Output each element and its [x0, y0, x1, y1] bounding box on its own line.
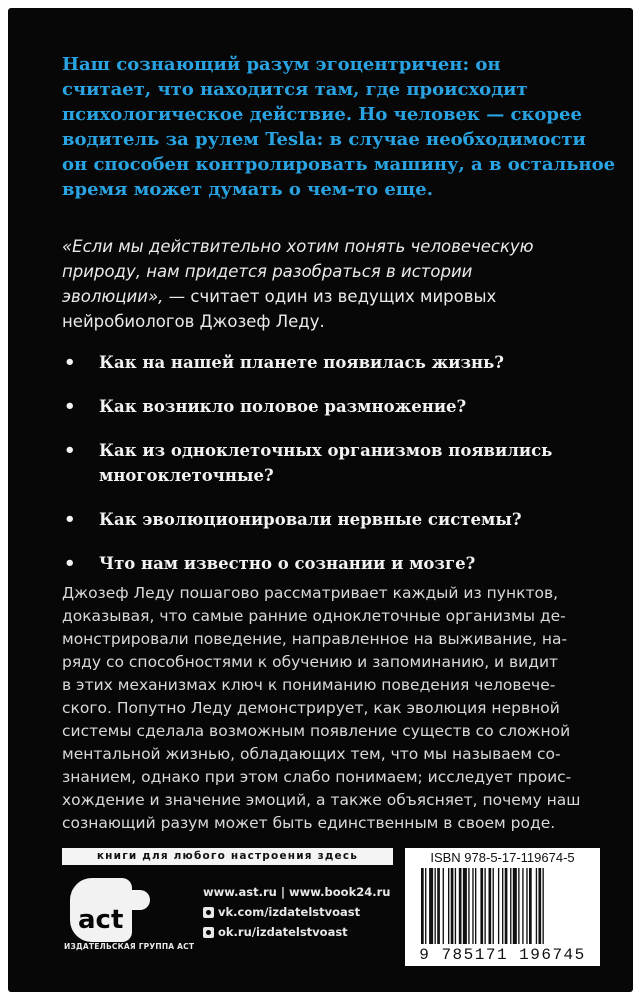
- barcode-bar: [484, 868, 485, 944]
- lead-line: психологическое действие. Но человек — скорее: [62, 104, 582, 125]
- barcode-bar: [459, 868, 462, 944]
- publisher-links: [203, 882, 390, 942]
- barcode-bar: [522, 868, 523, 944]
- barcode-bar: [529, 868, 532, 944]
- vk-icon: [203, 907, 214, 918]
- bullet: •: [64, 352, 76, 373]
- ast-logo-icon: [64, 872, 194, 944]
- barcode-bar: [518, 868, 519, 944]
- quote-attribution: — считает один из ведущих мировых: [163, 287, 497, 306]
- book-back-cover: [8, 8, 633, 992]
- barcode-bar: [489, 868, 492, 944]
- barcode-bar: [502, 868, 503, 944]
- vk-row: [203, 902, 390, 922]
- description-line: в этих механизмах ключ к пониманию поведения человече-: [62, 676, 556, 694]
- quote-paragraph: [62, 234, 607, 334]
- vk-link[interactable]: vk.com/izdatelstvoast: [218, 905, 361, 919]
- lead-line: время может думать о чем-то еще.: [62, 179, 433, 200]
- description-line: ряду со способностями к обучению и запоминанию, и видит: [62, 653, 559, 671]
- barcode-bar: [468, 868, 469, 944]
- lead-paragraph: [62, 52, 616, 202]
- publisher-name: ИЗДАТЕЛЬСКАЯ ГРУППА АСТ: [64, 942, 195, 951]
- barcode-bar: [505, 868, 508, 944]
- barcode-icon: [421, 868, 584, 944]
- barcode-bar: [443, 868, 444, 944]
- question-item: [64, 394, 609, 419]
- quote-line: [62, 284, 607, 309]
- barcode-bar: [543, 868, 544, 944]
- quote-text: «Если мы действительно хотим понять человеческую: [62, 237, 534, 256]
- barcode-bar: [480, 868, 483, 944]
- description-line: знанием, однако при этом слабо понимаем; исследует проис-: [62, 768, 572, 786]
- barcode-bar: [435, 868, 436, 944]
- sites-link[interactable]: www.ast.ru | www.book24.ru: [203, 885, 391, 899]
- barcode-bar: [493, 868, 494, 944]
- quote-line: нейробиологов Джозеф Леду.: [62, 312, 325, 331]
- barcode-bar: [429, 868, 433, 944]
- isbn-label: ISBN 978-5-17-119674-5: [430, 850, 575, 865]
- barcode-bar: [513, 868, 517, 944]
- description-line: сознающий разум может быть единственным в своем роде.: [62, 814, 556, 832]
- barcode-bar: [421, 868, 424, 944]
- barcode-bar: [463, 868, 467, 944]
- description-line: ского. Попутно Леду демонстрирует, как эволюция нервной: [62, 699, 560, 717]
- quote-text: природу, нам придется разобраться в истории: [62, 262, 473, 281]
- barcode-number: 9 785171 196745: [419, 946, 586, 964]
- sites-row: [203, 882, 390, 902]
- barcode-bar: [526, 868, 527, 944]
- lead-line: Наш сознающий разум эгоцентричен: он: [62, 54, 501, 75]
- barcode-panel: [405, 848, 600, 966]
- question-text: многоклеточные?: [99, 466, 274, 485]
- question-item: [64, 507, 609, 532]
- description-line: доказывая, что самые ранние одноклеточные организмы де-: [62, 607, 566, 625]
- lead-line: считает, что находится там, где происходит: [62, 79, 528, 100]
- ok-row: [203, 922, 390, 942]
- question-text: Как на нашей планете появилась жизнь?: [99, 353, 504, 372]
- question-text: Как из одноклеточных организмов появились: [99, 441, 553, 460]
- barcode-bar: [536, 868, 537, 944]
- description-line: монстрировали поведение, направленное на выживание, на-: [62, 630, 568, 648]
- ok-link[interactable]: ok.ru/izdatelstvoast: [218, 925, 348, 939]
- barcode-bar: [451, 868, 454, 944]
- question-item: [64, 551, 609, 576]
- bullet: •: [64, 440, 76, 461]
- quote-text: эволюции»,: [62, 287, 164, 306]
- bullet: •: [64, 396, 76, 417]
- barcode-bar: [475, 868, 476, 944]
- description-line: Джозеф Леду пошагово рассматривает каждый из пунктов,: [62, 584, 559, 602]
- quote-line: [62, 234, 607, 259]
- barcode-bar: [498, 868, 499, 944]
- description-line: системы сделала возможным появление существ со сложной: [62, 722, 571, 740]
- logo-text: act: [78, 905, 124, 935]
- publisher-logo: [64, 872, 194, 952]
- question-item: [64, 438, 609, 488]
- bullet: •: [64, 553, 76, 574]
- question-text: Как возникло половое размножение?: [99, 397, 467, 416]
- bullet: •: [64, 509, 76, 530]
- barcode-bar: [437, 868, 440, 944]
- barcode-bar: [472, 868, 473, 944]
- question-item: [64, 350, 609, 375]
- lead-line: он способен контролировать машину, а в остальное: [62, 154, 616, 175]
- barcode-bar: [538, 868, 541, 944]
- question-text: Как эволюционировали нервные системы?: [99, 510, 522, 529]
- quote-line: [62, 259, 607, 284]
- barcode-bar: [448, 868, 449, 944]
- description-paragraph: [62, 582, 607, 835]
- barcode-bar: [510, 868, 511, 944]
- tagline-bar: книги для любого настроения здесь: [62, 848, 393, 865]
- ok-icon: [203, 927, 214, 938]
- lead-line: водитель за рулем Tesla: в случае необходимости: [62, 129, 586, 150]
- barcode-bar: [425, 868, 426, 944]
- barcode-bar: [455, 868, 456, 944]
- description-line: хождение и значение эмоций, а также объясняет, почему наш: [62, 791, 581, 809]
- question-text: Что нам известно о сознании и мозге?: [99, 554, 476, 573]
- description-line: ментальной жизнью, обладающих тем, что мы называем со-: [62, 745, 561, 763]
- questions-list: [64, 350, 609, 576]
